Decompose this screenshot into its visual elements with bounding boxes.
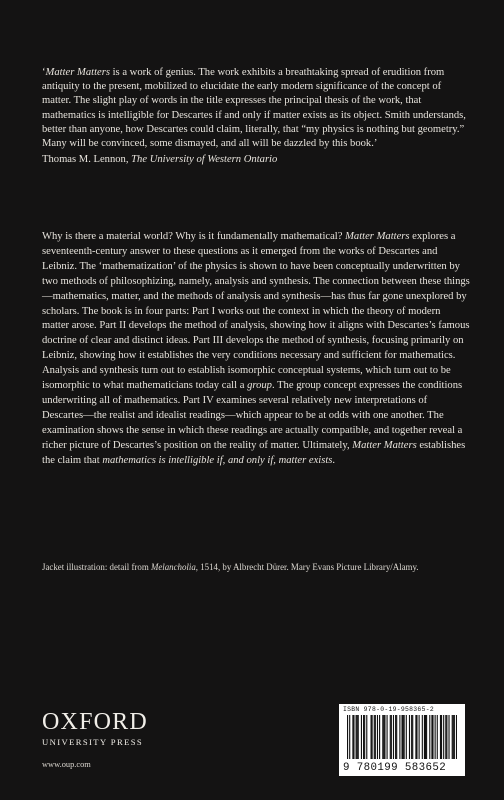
barcode-bar xyxy=(411,715,412,759)
jacket-illustration-credit: Jacket illustration: detail from Melancholia, 1514, by Albrecht Dürer. Mary Evans Picture Library/Alamy. xyxy=(42,562,419,572)
barcode-bar xyxy=(446,715,447,759)
barcode-bar xyxy=(399,715,400,759)
barcode-bar xyxy=(377,715,378,759)
barcode-bar xyxy=(352,715,353,759)
barcode-bar xyxy=(387,715,388,759)
oxford-logo xyxy=(42,710,148,747)
barcode-bar xyxy=(379,715,380,759)
barcode-bar xyxy=(347,715,348,759)
quote-book-title: Matter Matters xyxy=(45,67,110,78)
barcode-bar xyxy=(358,715,359,759)
barcode-bar xyxy=(454,715,455,759)
barcode-bar xyxy=(440,715,441,759)
barcode-bar xyxy=(382,715,383,759)
barcode-bar xyxy=(372,715,373,759)
barcode-bar xyxy=(361,715,362,759)
barcode-bar xyxy=(456,715,457,759)
barcode-bar xyxy=(432,715,433,759)
barcode-bar xyxy=(443,715,444,759)
barcode-bar xyxy=(406,715,407,759)
barcode-bar xyxy=(403,715,404,759)
quote-attribution: Thomas M. Lennon, The University of Western Ontario xyxy=(42,154,278,166)
barcode-bar xyxy=(375,715,376,759)
barcode-bar xyxy=(429,715,430,759)
barcode-bar xyxy=(422,715,423,759)
barcode-bar xyxy=(452,715,453,759)
barcode-bars xyxy=(347,715,457,759)
barcode-bar xyxy=(453,715,454,759)
barcode-bar xyxy=(445,715,446,759)
barcode-bar xyxy=(349,715,350,759)
review-quote xyxy=(42,66,470,167)
barcode-bar xyxy=(409,715,410,759)
barcode-bar xyxy=(425,715,426,759)
barcode-bar xyxy=(371,715,372,759)
barcode-bar xyxy=(448,715,449,759)
publisher-name: OXFORD xyxy=(42,709,148,735)
barcode-bar xyxy=(383,715,384,759)
barcode-bar xyxy=(366,715,367,759)
publisher-url: www.oup.com xyxy=(42,760,91,769)
barcode-bar xyxy=(416,715,417,759)
barcode-bar xyxy=(390,715,391,759)
book-description: Why is there a material world? Why is it fundamentally mathematical? Matter Matters explores a seventeenth-century answer to these questions as it emerged from the works of Descartes and Leibniz. The ‘mathematization’ of the physics is shown to have been conceptually underwritten by two methods of philosophizing, namely, analysis and synthesis. The connection between these things—mathematics, matter, and the methods of analysis and synthesis—has thus far gone unexplored by scholars. The book is in four parts: Part I works out the context in which the theory of modern matter arose. Part II develops the method of analysis, showing how it aligns with Descartes’s famous doctrine of clear and distinct ideas. Part III develops the method of synthesis, focusing primarily on Leibniz, showing how it establishes the very conditions necessary and sufficient for mathematics. Analysis and synthesis turn out to establish isomorphic conceptual systems, which turn out to be isomorphic to what mathematicians today call a group. The group concept expresses the conditions underwriting all of mathematics. Part IV examines several relatively new interpretations of Descartes—the realist and idealist readings—which appear to be at odds with one another. The examination shows the sense in which these readings are actually compatible, and together reveal a richer picture of Descartes’s position on the reality of matter. Ultimately, Matter Matters establishes the claim that mathematics is intelligible if, and only if, matter exists. xyxy=(42,231,470,466)
barcode-bar xyxy=(391,715,392,759)
barcode-bar xyxy=(384,715,385,759)
isbn-barcode xyxy=(339,704,465,776)
barcode-bar xyxy=(396,715,397,759)
barcode-bar xyxy=(356,715,357,759)
isbn-text: ISBN 978-0-19-958365-2 xyxy=(343,706,434,713)
barcode-bar xyxy=(437,715,438,759)
barcode-bar xyxy=(363,715,364,759)
barcode-bar xyxy=(419,715,420,759)
barcode-bar xyxy=(431,715,432,759)
publisher-subtitle: UNIVERSITY PRESS xyxy=(42,737,144,747)
quote-text: ‘Matter Matters is a work of genius. The work exhibits a breathtaking spread of erudition from antiquity to the present, mobilized to elucidate the early modern significance of the concept of matter. The slight play of words in the title expresses the principal thesis of the work, that mathematics is intelligible for Descartes if and only if matter exists as its object. Smith understands, better than anyone, how Descartes could claim, literally, that “my physics is nothing but geometry.” Many will be convinced, some dismayed, and all will be dazzled by this book.’ xyxy=(42,67,466,150)
barcode-bar xyxy=(404,715,405,759)
barcode-bar xyxy=(415,715,416,759)
barcode-bar xyxy=(426,715,427,759)
barcode-bar xyxy=(424,715,425,759)
barcode-digits: 9 780199 583652 xyxy=(343,762,447,774)
barcode-bar xyxy=(435,715,436,759)
barcode-bar xyxy=(401,715,402,759)
barcode-bar xyxy=(353,715,354,759)
barcode-bar xyxy=(364,715,365,759)
barcode-bar xyxy=(412,715,413,759)
barcode-bar xyxy=(357,715,358,759)
barcode-bar xyxy=(441,715,442,759)
barcode-bar xyxy=(374,715,375,759)
barcode-bar xyxy=(395,715,396,759)
barcode-bar xyxy=(393,715,394,759)
